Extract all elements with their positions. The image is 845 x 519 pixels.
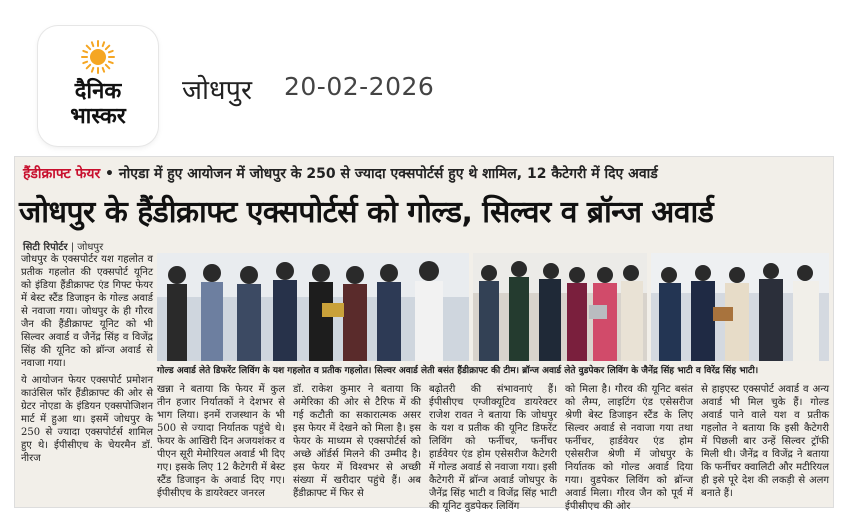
photo-caption: गोल्ड अवार्ड लेते डिफरेंट लिविंग के यश गहलोत व प्रतीक गहलोत। सिल्वर अवार्ड लेती बसंत हैंडीक्राफ्ट की टीम। ब्रॉन्ज अवार्ड लेते वुडपेकर लिविंग के जैनेंद्र सिंह भाटी व विरेंद्र सिंह भाटी।: [157, 366, 759, 376]
byline: [23, 239, 103, 253]
article-column-5: को मिला है। गौरव की यूनिट बसंत को लैम्प, लाइटिंग एंड एसेसरीज श्रेणी बेस्ट डिजाइन स्टैंड के लिए सिल्वर अवार्ड से नवाजा गया तथा फर्नीचर, हार्डवेयर एंड होम एसेसरीज श्रेणी में जोधपुर के निर्यातक को गोल्ड अवार्ड दिया गया। वुडपेकर लिविंग को ब्रॉन्ज अवार्ड मिला। गौरव जैन को पूर्व में ईपीसीएच की ओर: [565, 384, 693, 512]
kicker-text: • नोएडा में हुए आयोजन में जोधपुर के 250 से ज्यादा एक्सपोर्टर्स हुए थे शामिल, 12 कैटेगरी में दिए अवार्ड: [100, 166, 658, 182]
article-column-1: [21, 253, 153, 503]
page-header: [0, 0, 845, 150]
article-column-6: से हाइएस्ट एक्सपोर्ट अवार्ड व अन्य अवार्ड भी मिल चुके हैं। गोल्ड अवार्ड पाने वाले यश व प्रतीक गहलोत ने बताया कि इसी कैटेगरी में पिछली बार उन्हें सिल्वर ट्रॉफी मिली थी। जैनेंद्र व विजेंद्र ने बताया कि फर्नीचर क्वालिटी और मटीरियल ही इसे पूरे देश की लकड़ी से अलग बनाते हैं।: [701, 384, 829, 499]
logo-line-2: भास्कर: [70, 104, 126, 129]
article-column-2: खन्ना ने बताया कि फेयर में कुल तीन हजार निर्यातकों ने देशभर से भाग लिया। इनमें राजस्थान के भी 500 से ज्यादा निर्यातक पहुंचे थे। फेयर के आखिरी दिन अजयशंकर व पीएन सूरी मेमोरियल अवार्ड भी दिए गए। इसके लिए 12 कैटेगरी में बेस्ट स्टैंड डिजाइन के अवार्ड दिए गए। ईपीसीएच के डायरेक्टर जनरल: [157, 384, 285, 499]
byline-city: | जोधपुर: [67, 242, 104, 253]
photo-silver-award: [473, 253, 647, 361]
edition-city: जोधपुर: [182, 75, 253, 106]
byline-reporter: सिटी रिपोर्टर: [23, 242, 68, 253]
article-column-4: बढ़ोतरी की संभावनाएं हैं। ईपीसीएच एग्जीक्यूटिव डायरेक्टर राजेश रावत ने बताया कि जोधपुर के यश व प्रतीक की यूनिट डिफरेंट लिविंग को फर्नीचर, फर्नीचर हार्डवेयर एंड होम एसेसरीज कैटेगरी में गोल्ड अवार्ड से नवाजा गया। इसी कैटेगरी में ब्रॉन्ज अवार्ड जोधपुर के जैनेंद्र सिंह भाटी व विजेंद्र सिंह भाटी की यूनिट वुडपेकर लिविंग: [429, 384, 557, 512]
dainik-bhaskar-logo[interactable]: [38, 26, 158, 146]
edition-date: 20-02-2026: [284, 72, 435, 101]
paragraph: जोधपुर के एक्सपोर्टर यश गहलोत व प्रतीक गहलोत की एक्सपोर्ट यूनिट को इंडिया हैंडीक्राफ्ट एंड गिफ्ट फेयर में बेस्ट स्टैंड डिजाइन के गोल्ड अवार्ड से नवाजा गया। जोधपुर के ही गौरव जैन की हैंडीक्राफ्ट यूनिट को भी सिल्वर अवार्ड व जैनेंद्र सिंह व विजेंद्र सिंह की यूनिट को ब्रॉन्ज अवार्ड से नवाजा गया।: [21, 254, 153, 369]
newspaper-clipping: [14, 156, 834, 512]
photo-gold-award: [157, 253, 469, 361]
kicker-line: [23, 161, 828, 187]
logo-line-1: दैनिक: [74, 79, 122, 104]
photo-bronze-award: [651, 253, 829, 361]
sun-logo-icon: [81, 40, 115, 74]
kicker-tag: हैंडीक्राफ्ट फेयर: [23, 166, 101, 182]
article-headline: जोधपुर के हैंडीक्राफ्ट एक्सपोर्टर्स को गोल्ड, सिल्वर व ब्रॉन्ज अवार्ड: [19, 195, 714, 230]
article-column-3: डॉ. राकेश कुमार ने बताया कि अमेरिका की ओर से टैरिफ में की गई कटौती का सकारात्मक असर इस फेयर में देखने को मिला है। इस फेयर के माध्यम से एक्सपोर्टर्स को अच्छे ऑर्डर्स मिलने की उम्मीद है। इस फेयर में विश्वभर से अच्छी संख्या में खरीदार पहुंचे हैं। अब हैंडीक्राफ्ट में फिर से: [293, 384, 421, 499]
paragraph: ये आयोजन फेयर एक्सपोर्ट प्रमोशन काउंसिल फॉर हैंडीक्राफ्ट की ओर से ग्रेटर नोएडा के इंडियन एक्सपोजिशन मार्ट में हुआ था। इसमें जोधपुर के 250 से ज्यादा एक्सपोर्टर्स शामिल हुए थे। ईपीसीएच के चेयरमैन डॉ. नीरज: [21, 375, 153, 464]
photo-strip: [157, 253, 829, 361]
